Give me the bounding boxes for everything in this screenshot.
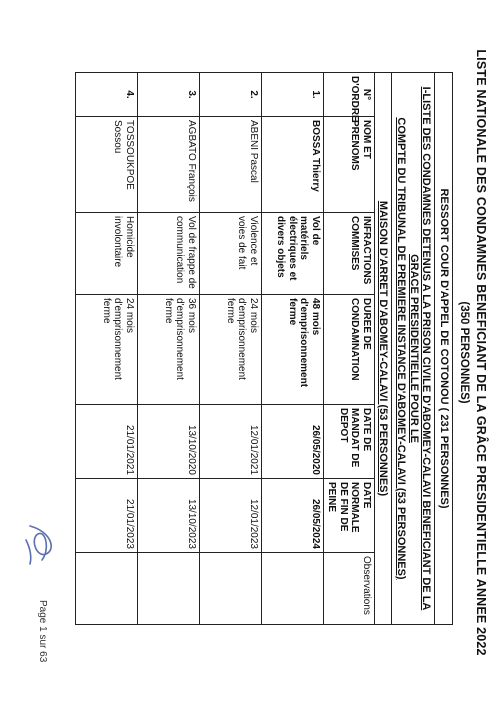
row-observations <box>75 553 137 625</box>
row-infraction: Homicide involontaire <box>75 213 137 295</box>
col-header-num: N° D'ORDRE <box>323 73 374 117</box>
row-observations <box>261 553 323 625</box>
list-heading-line-2: COMPTE DU TRIBUNAL DE PREMIERE INSTANCE D'ABOMEY-CALAVI (53 PERSONNES) <box>395 117 408 580</box>
court-heading: RESSORT COUR D'APPEL DE COTONOU ( 231 PERSONNES) <box>435 73 453 625</box>
row-duree: 24 mois d'emprisonnement ferme <box>199 295 261 405</box>
col-header-infractions: INFRACTIONS COMMISES <box>323 213 374 295</box>
row-mandat: 21/01/2021 <box>75 405 137 479</box>
row-infraction: Vol de frappe de communication <box>137 213 199 295</box>
signature-mark <box>20 520 60 568</box>
row-name: AGBATO François <box>137 117 199 213</box>
col-header-observations: Observations <box>323 553 374 625</box>
document-subtitle: (350 PERSONNES) <box>458 301 470 404</box>
beneficiaries-table <box>75 72 453 625</box>
col-header-duree: DUREE DE CONDAMNATION <box>323 295 374 405</box>
row-duree: 24 mois d'emprisonnement ferme <box>75 295 137 405</box>
row-mandat: 12/01/2021 <box>199 405 261 479</box>
row-name: TOSSOUKPOE Sossou <box>75 117 137 213</box>
row-infraction: Violence et voies de fait <box>199 213 261 295</box>
row-fin-peine: 12/01/2023 <box>199 479 261 553</box>
list-heading <box>392 73 435 625</box>
row-observations <box>137 553 199 625</box>
row-infraction: Vol de matériels électriques et divers objets <box>261 213 323 295</box>
row-fin-peine: 13/10/2023 <box>137 479 199 553</box>
page-number: Page 1 sur 63 <box>37 600 48 663</box>
col-header-fin-peine: DATE NORMALE DE FIN DE PEINE <box>323 479 374 553</box>
row-duree: 48 mois d'emprisonnement ferme <box>261 295 323 405</box>
col-header-name: NOM ET PRENOMS <box>323 117 374 213</box>
col-header-mandat: DATE DE MANDAT DE DEPOT <box>323 405 374 479</box>
row-name: BOSSA Thierry <box>261 117 323 213</box>
prison-heading: MAISON D'ARRET D'ABOMEY-CALAVI (53 PERSONNES) <box>374 73 392 625</box>
table-row <box>199 73 261 625</box>
table-header-row <box>323 73 374 625</box>
table-row <box>75 73 137 625</box>
row-num: 3. <box>137 73 199 117</box>
row-mandat: 26/05/2020 <box>261 405 323 479</box>
row-mandat: 13/10/2020 <box>137 405 199 479</box>
row-num: 4. <box>75 73 137 117</box>
list-heading-line-1: I-LISTE DES CONDAMNES DETENUS A LA PRISON CIVILE D'ABOMEY-CALAVI BENEFICIANT DE LA GRACE PRESIDENTIELLE POUR LE <box>407 86 433 611</box>
row-fin-peine: 21/01/2023 <box>75 479 137 553</box>
row-name: ABENI Pascal <box>199 117 261 213</box>
document-title: LISTE NATIONALE DES CONDAMNES BENEFICIANT DE LA GRÂCE PRESIDENTIELLE ANNEE 2022 <box>474 49 488 656</box>
row-fin-peine: 26/05/2024 <box>261 479 323 553</box>
row-duree: 36 mois d'emprisonnement ferme <box>137 295 199 405</box>
row-observations <box>199 553 261 625</box>
table-row <box>137 73 199 625</box>
row-num: 2. <box>199 73 261 117</box>
row-num: 1. <box>261 73 323 117</box>
table-row <box>261 73 323 625</box>
